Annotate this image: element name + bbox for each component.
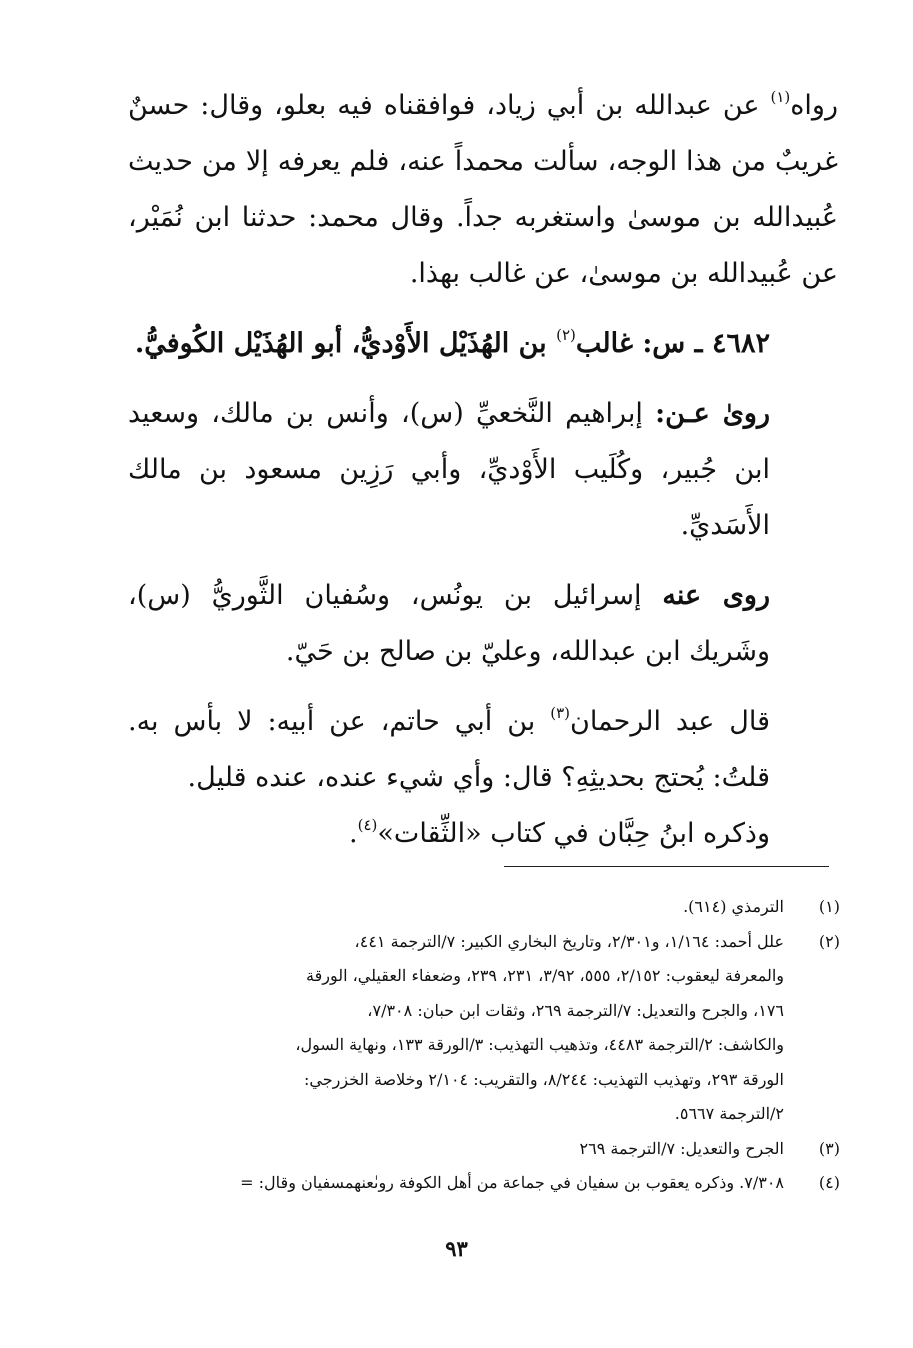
- footnote-line: الورقة ٢٩٣، وتهذيب التهذيب: ٨/٢٤٤، والتقريب: ٢/١٠٤ وخلاصة الخزرجي:: [304, 1069, 784, 1089]
- footnote-number: (٣): [818, 1138, 840, 1158]
- footnote-line: والكاشف: ٢/الترجمة ٤٤٨٣، وتذهيب التهذيب: ٣/الورقة ١٣٣، ونهاية السول،: [295, 1035, 784, 1054]
- page-number: ٩٣: [445, 1236, 468, 1261]
- footnote-number: (٢): [818, 931, 840, 951]
- footnote-2: [128, 925, 840, 1132]
- footnote-number: (٤): [818, 1173, 840, 1192]
- footnote-line: الجرح والتعديل: ٧/الترجمة ٢٦٩: [579, 1138, 784, 1158]
- footnote-4: [128, 1166, 840, 1201]
- narrated-by-paragraph: [128, 568, 838, 680]
- footnote-text: [128, 1166, 784, 1201]
- footnote-ref-4[interactable]: (٤): [357, 816, 378, 834]
- footnote-line: ١٧٦، والجرح والتعديل: ٧/الترجمة ٢٦٩، وثقات ابن حبان: ٧/٣٠٨،: [367, 1000, 784, 1020]
- footnote-text: [128, 890, 784, 925]
- entry-heading-4682: [128, 316, 838, 372]
- footnote-ref-1[interactable]: (١): [770, 88, 791, 106]
- text-run: وذكره ابنُ حِبَّان في كتاب «الثِّقات»: [377, 818, 770, 849]
- main-text: [128, 78, 838, 862]
- paragraph-1: [128, 78, 838, 302]
- footnote-number: (١): [818, 897, 840, 916]
- paragraph-5: [128, 694, 838, 806]
- text-run: قال عبد الرحمان: [569, 706, 771, 737]
- footnote-line: ٢/الترجمة ٥٦٦٧.: [674, 1104, 784, 1123]
- footnote-3: [128, 1132, 840, 1167]
- footnote-ref-2[interactable]: (٢): [556, 326, 576, 344]
- footnote-line: الترمذي (٦١٤).: [683, 897, 784, 916]
- text-run: .: [349, 818, 358, 849]
- footnote-line: ٧/٣٠٨. وذكره يعقوب بن سفيان في جماعة من أهل الكوفة روىٰعنهمسفيان وقال: =: [240, 1173, 784, 1192]
- text-run: إبراهيم النَّخعيِّ (س)، وأنس بن مالك، وسعيد ابن جُبير، وكُلَيب الأَوْديِّ، وأبي رَزِين مسعود بن مالك الأَسَديِّ.: [128, 398, 770, 541]
- narrated-from-label: روىٰ عـن:: [655, 398, 771, 429]
- entry-number: ٤٦٨٢ ـ س: غالب: [575, 328, 770, 359]
- footnote-separator: [504, 866, 829, 867]
- footnote-ref-3[interactable]: (٣): [550, 704, 570, 722]
- footnote-text: [128, 925, 784, 1132]
- text-run: إسرائيل بن يونُس، وسُفيان الثَّوريُّ (س)، وشَريك ابن عبدالله، وعليّ بن صالح بن حَيّ.: [128, 580, 770, 667]
- narrated-by-label: روى عنه: [662, 580, 770, 611]
- entry-name: بن الهُذَيْل الأَوْديُّ، أبو الهُذَيْل الكُوفيُّ.: [134, 328, 557, 359]
- narrated-from-paragraph: [128, 386, 838, 554]
- text-run: بن أبي حاتم، عن أبيه: لا بأس به. قلتُ: يُحتج بحديثِهِ؟ قال: وأي شيء عنده، عنده قليل.: [128, 706, 770, 793]
- footnotes: [128, 890, 840, 1201]
- text-run: عن عبدالله بن أبي زياد، فوافقناه فيه بعلو، وقال: حسنٌ غريبٌ من هذا الوجه، سألت محمداً عنه، فلم يعرفه إلا من حديث عُبيدالله بن موسىٰ واستغربه جداً. وقال محمد: حدثنا ابن نُمَيْر، عن عُبيدالله بن موسىٰ، عن غالب بهذا.: [128, 90, 838, 289]
- footnote-line: والمعرفة ليعقوب: ٢/١٥٢، ٥٥٥، ٣/٩٢، ٢٣١، ٢٣٩، وضعفاء العقيلي، الورقة: [305, 966, 784, 985]
- footnote-line: علل أحمد: ١/١٦٤، و٢/٣٠١، وتاريخ البخاري الكبير: ٧/الترجمة ٤٤١،: [354, 931, 784, 951]
- paragraph-6: [128, 806, 838, 862]
- text-run: رواه: [790, 90, 838, 121]
- footnote-text: [128, 1132, 784, 1167]
- footnote-1: [128, 890, 840, 925]
